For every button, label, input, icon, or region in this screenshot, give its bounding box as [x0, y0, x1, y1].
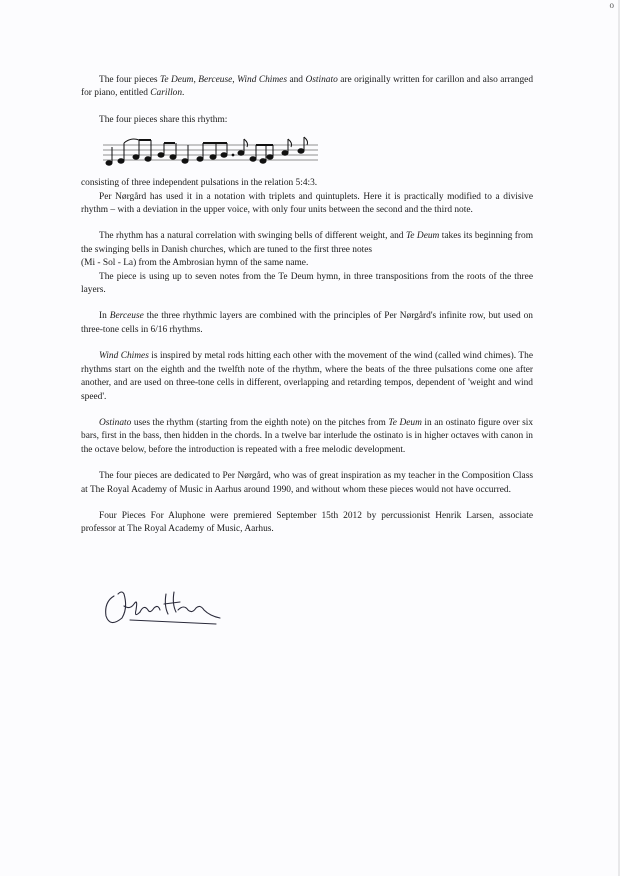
- rhythm-intro: The four pieces share this rhythm:: [99, 114, 228, 125]
- intro-paragraph: The four pieces Te Deum, Berceuse, Wind Chimes and Ostinato are originally written for carillon and also arranged for piano, entitled Carillon.: [81, 75, 534, 99]
- te-deum-notes-line: (Mi - Sol - La) from the Ambrosian hymn of the same name.: [81, 258, 309, 269]
- rhythm-relation: consisting of three independent pulsations in the relation 5:4:3.: [81, 178, 318, 189]
- title-berceuse: Berceuse: [198, 75, 233, 85]
- ostinato-paragraph: Ostinato uses the rhythm (starting from the eighth note) on the pitches from Te Deum in an ostinato figure over six bars, first in the bass, then hidden in the chords. In a twelve bar interlude the ostinato is in higher octaves with canon in the octave below, before the introduction is repeated with a free melodic development.: [81, 417, 534, 455]
- dedication-paragraph: The four pieces are dedicated to Per Nørgård, who was of great inspiration as my teacher in the Composition Class at The Royal Academy of Music in Aarhus around 1990, and without whom these pieces would not have occurred.: [81, 471, 533, 495]
- rhythm-description: Per Nørgård has used it in a notation with triplets and quintuplets. Here it is practically modified to a divisive rhythm – with a deviation in the upper voice, with only four units between the second and the third note.: [81, 191, 533, 216]
- corner-mark: o: [609, 0, 614, 10]
- berceuse-paragraph: In Berceuse the three rhythmic layers are combined with the principles of Per Nørgård's infinite row, but used on three-tone cells in 6/16 rhythms.: [81, 311, 533, 335]
- handwritten-signature: [100, 588, 225, 633]
- title-wind-chimes: Wind Chimes: [237, 75, 287, 85]
- premiere-paragraph: Four Pieces For Aluphone were premiered September 15th 2012 by percussionist Henrik Larsen, associate professor at The Royal Academy of Music, Aarhus.: [81, 510, 533, 535]
- document-body: [81, 74, 533, 537]
- title-te-deum: Te Deum: [160, 75, 194, 85]
- te-deum-paragraph: The rhythm has a natural correlation with swinging bells of different weight, and Te Deum takes its beginning from the swinging bells in Danish churches, which are tuned to the first three notes: [81, 231, 533, 255]
- wind-chimes-paragraph: Wind Chimes is inspired by metal rods hitting each other with the movement of the wind (called wind chimes). The rhythms start on the eighth and the twelfth note of the rhythm, where the beats of the three pulsations come one after another, and are used on three-tone cells in different, overlapping and retarding tempos, dependent of 'weight and wind speed'.: [81, 351, 533, 402]
- te-deum-transpositions: The piece is using up to seven notes from the Te Deum hymn, in three transpositions from the roots of the three layers.: [81, 271, 533, 296]
- rhythm-notation: [103, 131, 318, 171]
- title-carillon: Carillon: [150, 88, 183, 99]
- title-ostinato: Ostinato: [305, 75, 338, 85]
